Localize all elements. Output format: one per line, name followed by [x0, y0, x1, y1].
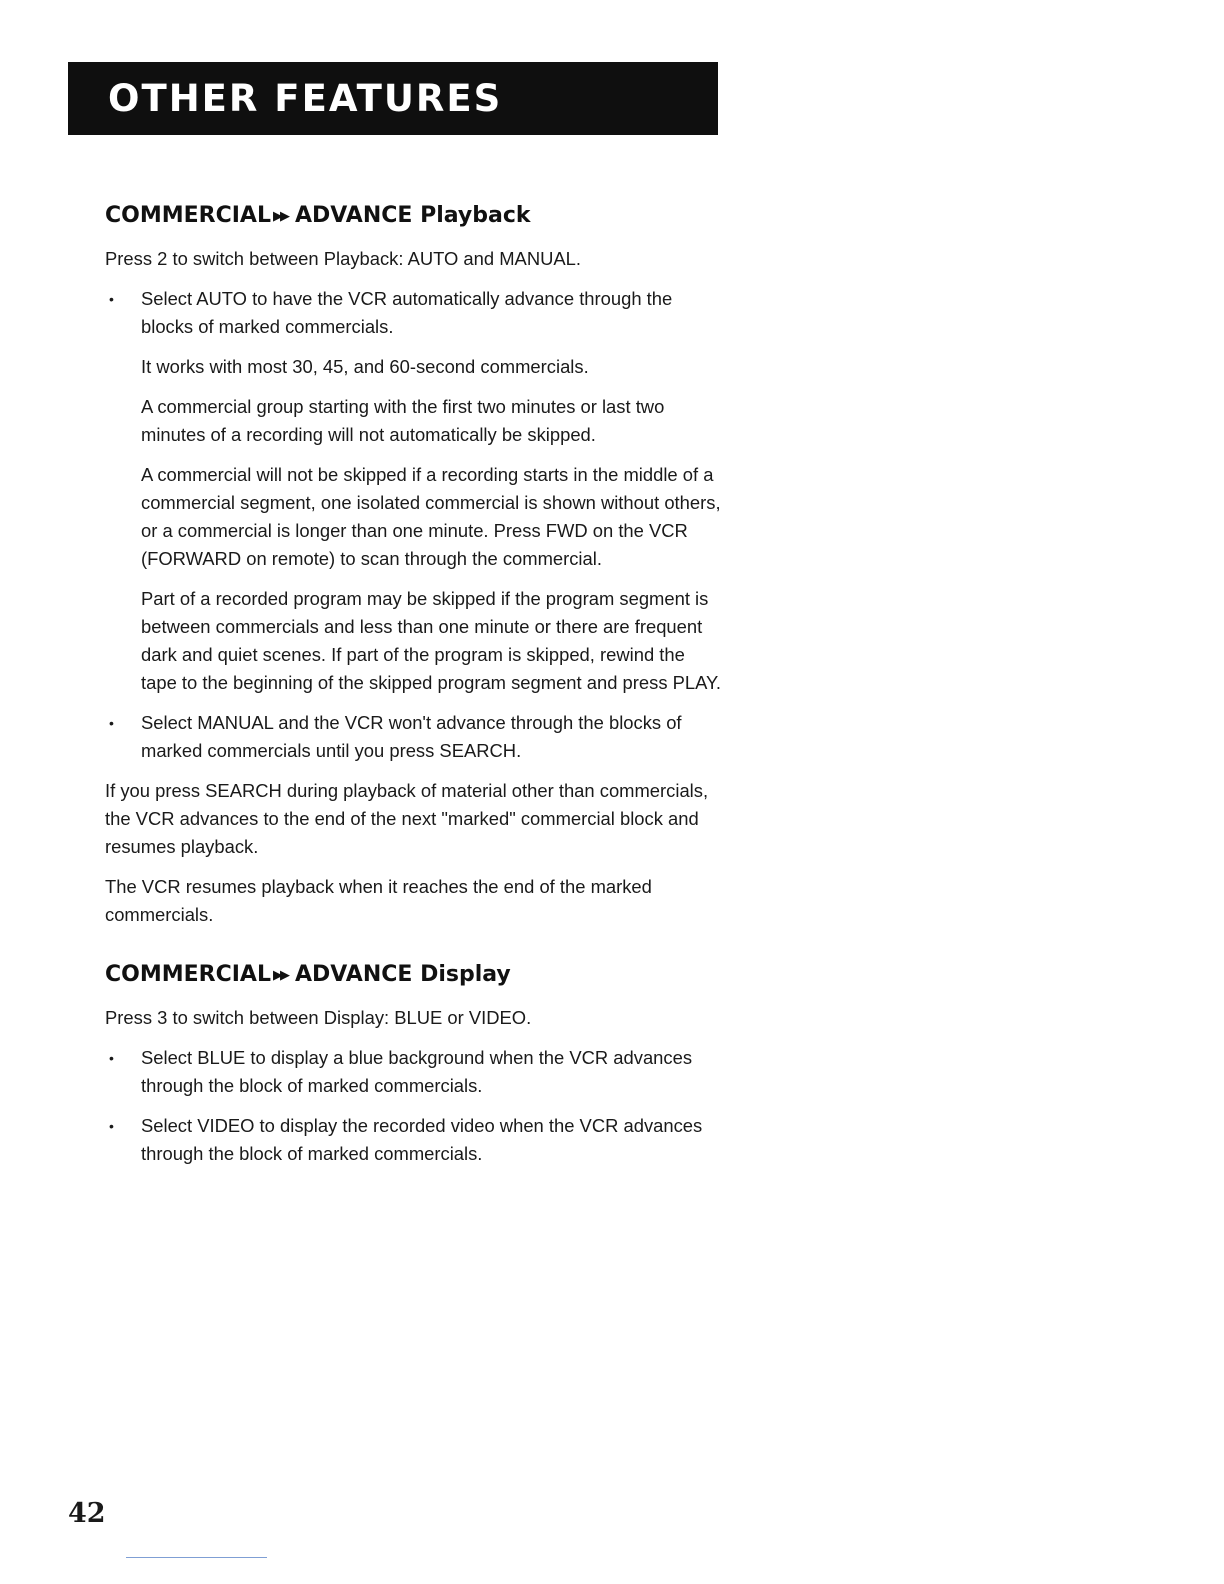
display-intro: Press 3 to switch between Display: BLUE or VIDEO.: [105, 1007, 532, 1028]
page-content: [105, 200, 725, 1180]
bullet-icon: •: [109, 715, 114, 731]
paragraph: Select VIDEO to display the recorded video when the VCR advances through the block of marked commercials.: [141, 1115, 703, 1164]
bullet-icon: •: [109, 291, 114, 307]
section-banner: [68, 62, 718, 135]
playback-heading: COMMERCIAL ▶▶ ADVANCE Playback: [105, 203, 531, 228]
paragraph: Select BLUE to display a blue background when the VCR advances through the block of marked commercials.: [141, 1047, 693, 1096]
display-options-list: [105, 1044, 725, 1168]
page-number: 42: [68, 1498, 106, 1529]
bullet-icon: •: [109, 1050, 114, 1066]
paragraph: A commercial will not be skipped if a recording starts in the middle of a commercial segment, one isolated commercial is shown without others, or a commercial is longer than one minute. Press FWD on the VCR (FORWARD on remote) to scan through the commercial.: [141, 464, 721, 569]
section-display: [105, 959, 725, 1168]
paragraph: Part of a recorded program may be skipped if the program segment is between commercials and less than one minute or there are frequent dark and quiet scenes. If part of the program is skipped, rewind the tape to the beginning of the skipped program segment and press PLAY.: [141, 588, 722, 693]
playback-options-list: [105, 285, 725, 765]
banner-title: OTHER FEATURES: [108, 77, 503, 120]
section-playback: [105, 200, 725, 929]
fast-forward-icon: ▶▶: [272, 968, 287, 983]
paragraph: It works with most 30, 45, and 60-second commercials.: [141, 356, 589, 377]
paragraph: A commercial group starting with the first two minutes or last two minutes of a recording will not automatically be skipped.: [141, 396, 665, 445]
list-item-auto: [105, 285, 725, 697]
paragraph: Select MANUAL and the VCR won't advance through the blocks of marked commercials until you press SEARCH.: [141, 712, 682, 761]
list-item-video: [105, 1112, 725, 1168]
paragraph: Select AUTO to have the VCR automatically advance through the blocks of marked commercials.: [141, 288, 673, 337]
list-item-manual: [105, 709, 725, 765]
resume-note: The VCR resumes playback when it reaches the end of the marked commercials.: [105, 876, 652, 925]
bullet-icon: •: [109, 1118, 114, 1134]
playback-intro: Press 2 to switch between Playback: AUTO and MANUAL.: [105, 248, 581, 269]
footer-divider: [126, 1557, 267, 1558]
display-heading: COMMERCIAL ▶▶ ADVANCE Display: [105, 962, 511, 987]
fast-forward-icon: ▶▶: [272, 209, 287, 224]
search-note: If you press SEARCH during playback of material other than commercials, the VCR advances to the end of the next "marked" commercial block and resumes playback.: [105, 780, 709, 857]
list-item-blue: [105, 1044, 725, 1100]
